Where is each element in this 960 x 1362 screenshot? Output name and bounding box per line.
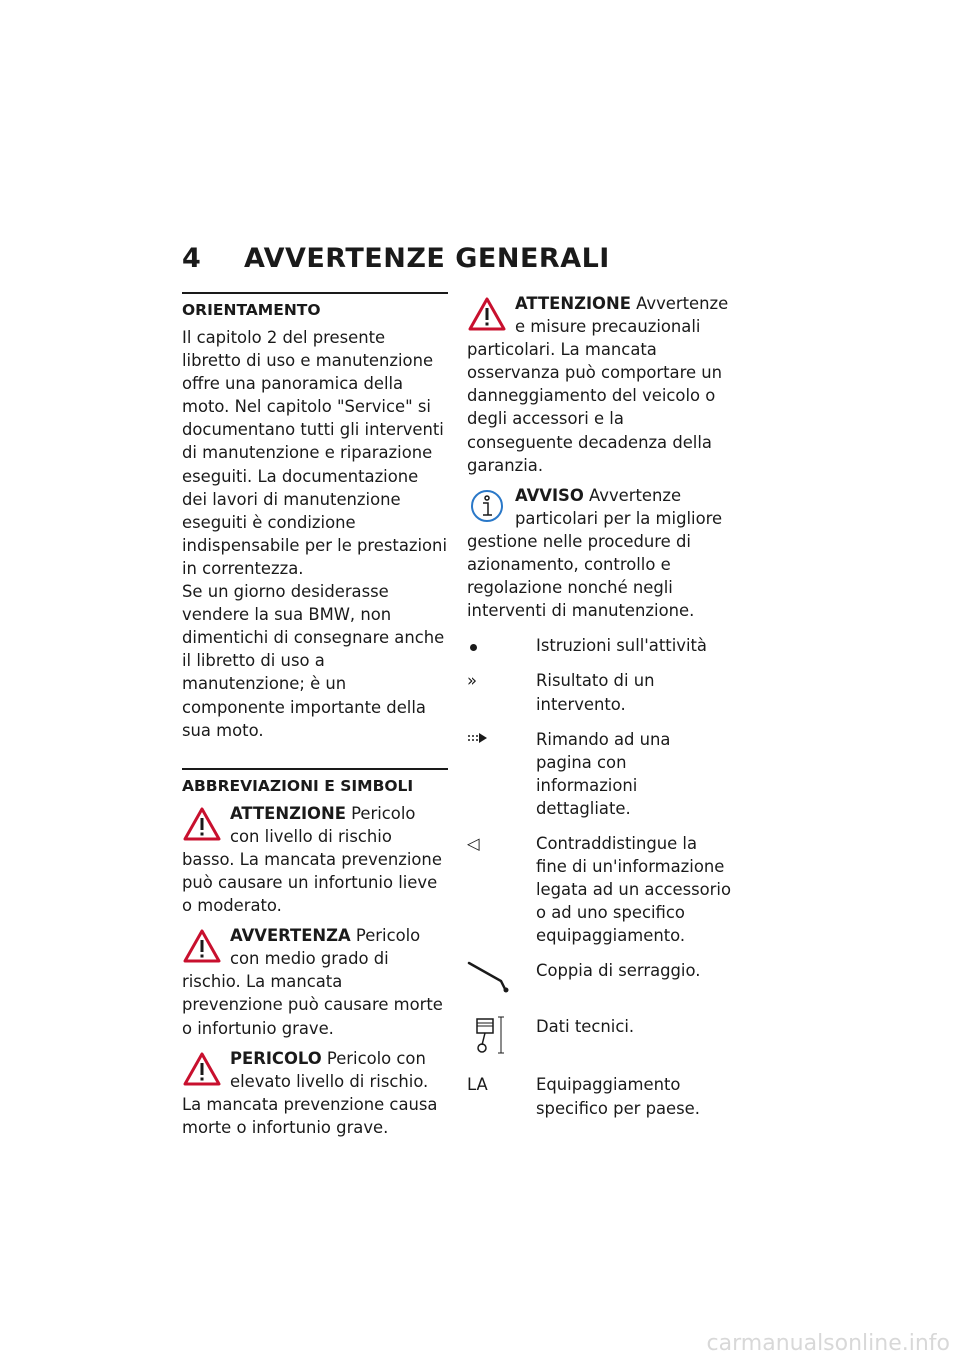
section-heading-abbreviazioni: ABBREVIAZIONI E SIMBOLI <box>182 768 448 797</box>
bullet-icon <box>467 634 523 657</box>
notice-keyword: AVVERTENZA <box>230 926 351 946</box>
warning-triangle-icon <box>182 1051 222 1087</box>
symbol-row <box>467 959 731 1003</box>
notice-pericolo <box>182 1047 448 1139</box>
notice-keyword: PERICOLO <box>230 1048 322 1068</box>
right-column <box>467 292 731 1132</box>
symbol-row <box>467 832 731 947</box>
double-chevron-icon: » <box>467 671 478 691</box>
notice-keyword: ATTENZIONE <box>515 294 631 313</box>
notice-avviso <box>467 484 731 623</box>
notice-avvertenza <box>182 924 448 1039</box>
warning-triangle-icon <box>182 806 222 842</box>
notice-attenzione-vehicle <box>467 292 731 477</box>
section-heading-orientamento: ORIENTAMENTO <box>182 292 448 321</box>
symbol-description: Contraddistingue la fine di un'informazione legata ad un accessorio o ad uno specifico equipaggiamento. <box>536 833 731 946</box>
symbol-row <box>467 728 731 820</box>
arrow-reference-icon <box>467 728 523 751</box>
symbol-row <box>467 634 731 657</box>
notice-text: Avvertenze particolari per la migliore gestione nelle procedure di azionamento, controllo e regolazione nonché negli interventi di manutenzione. <box>467 485 723 621</box>
notice-text: Pericolo con livello di rischio basso. La mancata prevenzione può causare un infortunio lieve o moderato. <box>182 803 442 916</box>
symbol-description: Coppia di serraggio. <box>536 961 701 981</box>
symbol-description: Rimando ad una pagina con informazioni dettagliate. <box>536 729 671 818</box>
orientamento-paragraph-1: Il capitolo 2 del presente libretto di uso e manutenzione offre una panoramica della moto. Nel capitolo "Service" si documentano tutti gli interventi di manutenzione e riparazione eseguiti. La documentazione dei lavori di manutenzione eseguiti è condizione indispensabile per le prestazioni in correntezza. <box>182 328 447 578</box>
warning-triangle-icon <box>182 928 222 964</box>
symbol-row <box>467 669 731 715</box>
symbol-description: Dati tecnici. <box>536 1017 635 1037</box>
chapter-title-text: AVVERTENZE GENERALI <box>244 243 610 274</box>
notice-text: Avvertenze e misure precauzionali particolari. La mancata osservanza può comportare un danneggiamento del veicolo o degli accessori e la conseguente decadenza della garanzia. <box>467 294 729 475</box>
warning-triangle-icon <box>467 296 507 332</box>
symbol-description: Equipaggiamento specifico per paese. <box>536 1075 700 1118</box>
piston-icon <box>467 1015 523 1061</box>
end-triangle-icon: ◁ <box>467 833 480 853</box>
symbol-list <box>467 634 731 1119</box>
torque-wrench-icon <box>467 959 523 1001</box>
watermark: carmanualsonline.info <box>706 1331 950 1356</box>
country-code-icon: LA <box>467 1075 488 1095</box>
notice-keyword: ATTENZIONE <box>230 803 346 823</box>
symbol-description: Risultato di un intervento. <box>536 671 655 714</box>
info-icon <box>467 488 507 524</box>
notice-attenzione-low <box>182 802 448 917</box>
left-column <box>182 292 448 1146</box>
chapter-title <box>182 243 610 274</box>
chapter-number: 4 <box>182 243 202 274</box>
symbol-row <box>467 1015 731 1061</box>
symbol-row <box>467 1073 731 1119</box>
orientamento-paragraph-2: Se un giorno desiderasse vendere la sua BMW, non dimentichi di consegnare anche il libretto di uso a manutenzione; è un componente importante della sua moto. <box>182 582 445 740</box>
notice-text: Pericolo con medio grado di rischio. La mancata prevenzione può causare morte o infortunio grave. <box>182 926 443 1038</box>
symbol-description: Istruzioni sull'attività <box>536 636 707 656</box>
notice-keyword: AVVISO <box>515 485 584 505</box>
notice-text: Pericolo con elevato livello di rischio. La mancata prevenzione causa morte o infortunio grave. <box>182 1048 438 1137</box>
